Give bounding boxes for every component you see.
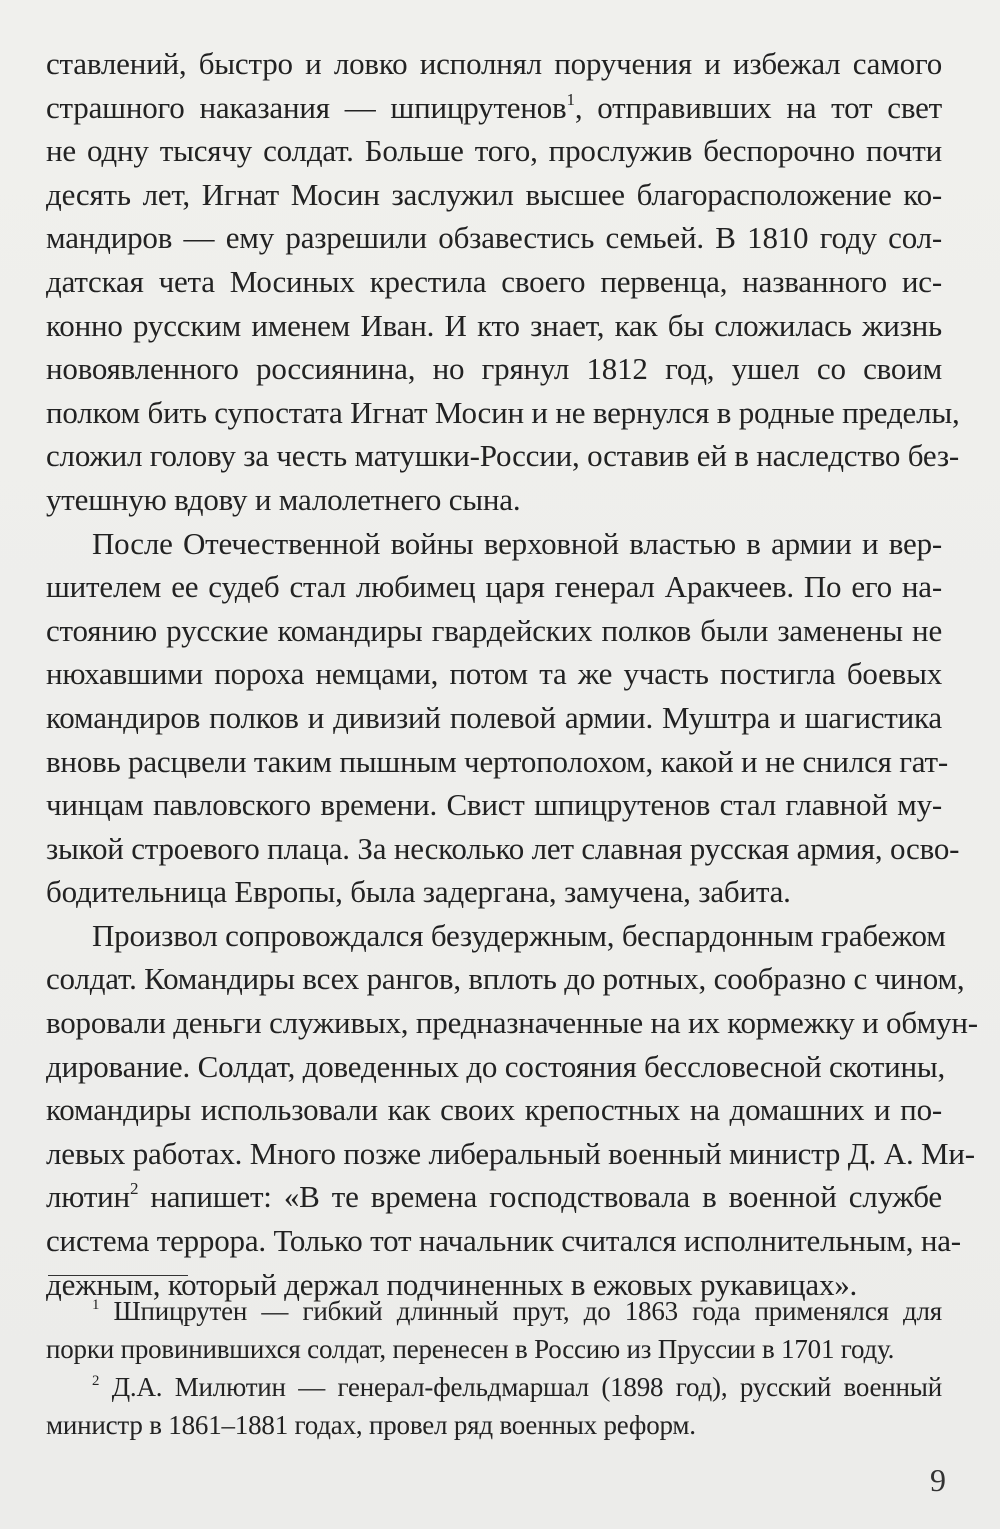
- text-line: шителем ее судеб стал любимец царя генерал Аракчеев. По его на-: [46, 569, 942, 605]
- footnote-text: Д.А. Милютин — генерал-фельдмаршал (1898 год), русский военный: [111, 1372, 942, 1402]
- footnote-marker: 1: [92, 1296, 100, 1313]
- text-line: датская чета Мосиных крестила своего первенца, названного ис-: [46, 263, 942, 299]
- footnote: [46, 1292, 942, 1368]
- text-line: дежным, который держал подчиненных в ежовых рукавицах».: [46, 1266, 858, 1302]
- footnote-ref: 2: [129, 1179, 139, 1199]
- text-line: зыкой строевого плаца. За несколько лет славная русская армия, осво-: [46, 830, 960, 866]
- text-line: дирование. Солдат, доведенных до состояния бессловесной скотины,: [46, 1048, 946, 1084]
- text-line: конно русским именем Иван. И кто знает, как бы сложилась жизнь: [46, 307, 942, 343]
- paragraph: [46, 914, 978, 1306]
- text-line: десять лет, Игнат Мосин заслужил высшее благорасположение ко-: [46, 176, 942, 212]
- footnote-marker: 2: [92, 1372, 100, 1389]
- text-line: воровали деньги служивых, предназначенные на их кормежку и обмун-: [46, 1005, 978, 1041]
- paragraph: [46, 522, 960, 914]
- text-segment: , отправивших на тот свет: [574, 89, 942, 125]
- text-line: Произвол сопровождался безудержным, беспардонным грабежом: [92, 917, 946, 953]
- text-segment: страшного наказания — шпицрутенов: [46, 89, 567, 125]
- text-line: солдат. Командиры всех рангов, вплоть до ротных, сообразно с чином,: [46, 961, 965, 997]
- footnote-line: [46, 1292, 942, 1330]
- text-line: нюхавшими пороха немцами, потом та же участь постигла боевых: [46, 656, 942, 692]
- footnote: [46, 1368, 942, 1444]
- text-line: После Отечественной войны верховной властью в армии и вер-: [92, 525, 942, 561]
- text-line: полком бить супостата Игнат Мосин и не вернулся в родные пределы,: [46, 394, 960, 430]
- footnote-text: Шпицрутен — гибкий длинный прут, до 1863 года применялся для: [113, 1296, 942, 1326]
- text-line: ставлений, быстро и ловко исполнял поручения и избежал самого: [46, 46, 942, 81]
- footnote-separator: [48, 1275, 188, 1276]
- footnote-ref: 1: [566, 89, 575, 109]
- text-line: система террора. Только тот начальник считался исполнительным, на-: [46, 1223, 961, 1259]
- text-line: новоявленного россиянина, но грянул 1812 год, ушел со своим: [46, 351, 942, 387]
- page-number: 9: [930, 1462, 946, 1498]
- text-line: сложил голову за честь матушки-России, оставив ей в наследство без-: [46, 438, 960, 474]
- text-line: мандиров — ему разрешили обзавестись семьей. В 1810 году сол-: [46, 220, 942, 256]
- text-line: [46, 1175, 942, 1219]
- main-text: [46, 42, 978, 1306]
- text-line: стоянию русские командиры гвардейских полков были заменены не: [46, 612, 942, 648]
- text-line: бодительница Европы, была задергана, замучена, забита.: [46, 874, 791, 910]
- text-line: вновь расцвели таким пышным чертополохом, какой и не снился гат-: [46, 743, 949, 779]
- text-line: не одну тысячу солдат. Больше того, прослужив беспорочно почти: [46, 133, 942, 169]
- text-segment: лютин: [46, 1179, 130, 1215]
- text-line: командиров полков и дивизий полевой армии. Муштра и шагистика: [46, 699, 942, 735]
- footnote-line: [46, 1368, 942, 1406]
- text-line: чинцам павловского времени. Свист шпицрутенов стал главной му-: [46, 787, 942, 823]
- text-line: [46, 86, 942, 130]
- footnote-line: министр в 1861–1881 годах, провел ряд военных реформ.: [46, 1410, 696, 1440]
- text-line: командиры использовали как своих крепостных на домашних и по-: [46, 1092, 942, 1128]
- footnote-line: порки провинившихся солдат, перенесен в Россию из Пруссии в 1701 году.: [46, 1334, 895, 1364]
- paragraph: [46, 42, 960, 522]
- footnotes: [46, 1292, 942, 1444]
- text-line: левых работах. Много позже либеральный военный министр Д. А. Ми-: [46, 1135, 975, 1171]
- text-line: утешную вдову и малолетнего сына.: [46, 481, 521, 517]
- text-segment: напишет: «В те времена господствовала в военной службе: [138, 1179, 942, 1215]
